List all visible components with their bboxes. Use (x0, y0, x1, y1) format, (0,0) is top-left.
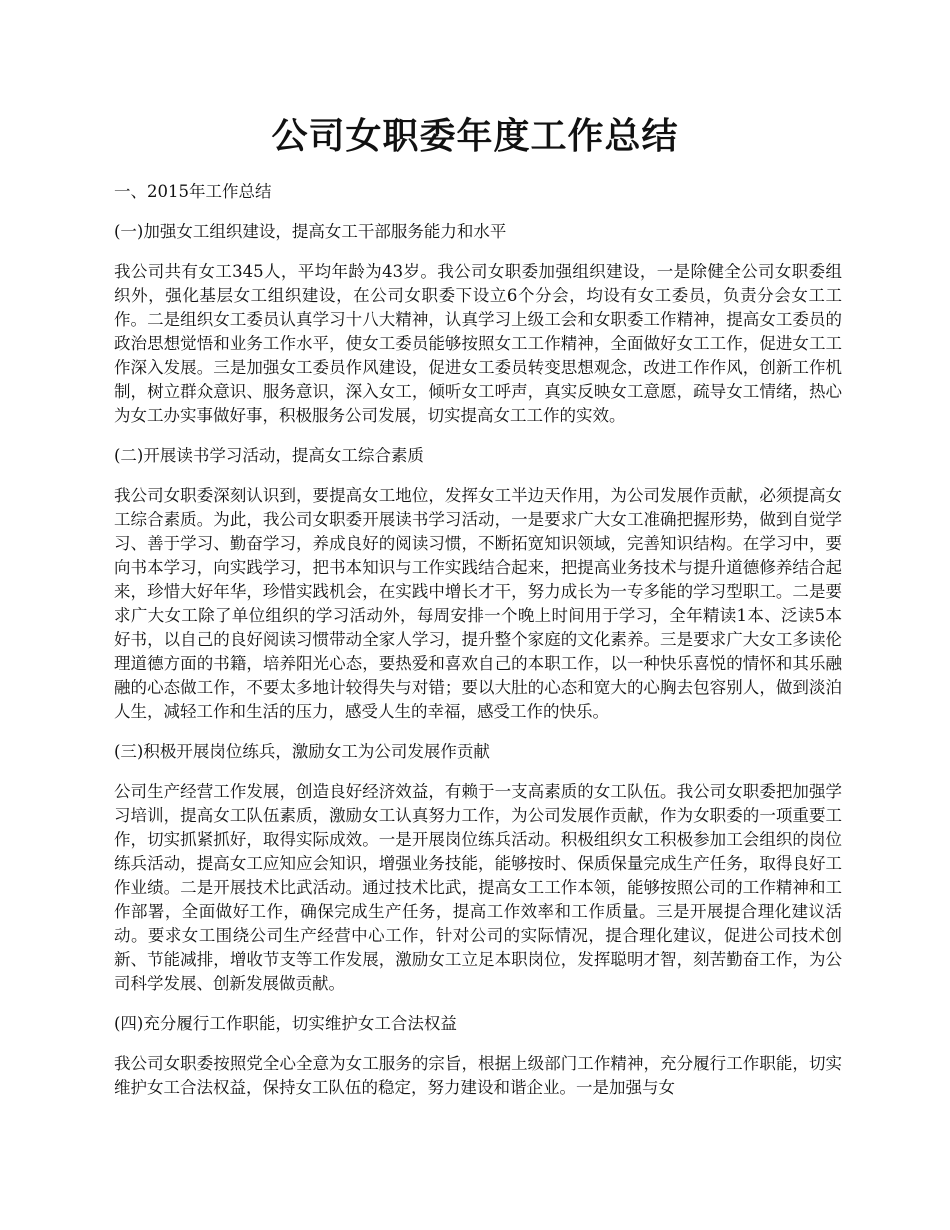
subsection-heading-training: (三)积极开展岗位练兵，激励女工为公司发展作贡献 (114, 742, 490, 761)
subsection-heading-rights: (四)充分履行工作职能，切实维护女工合法权益 (114, 1014, 457, 1033)
paragraph-training: 公司生产经营工作发展，创造良好经济效益，有赖于一支高素质的女工队伍。我公司女职委把加强学习培训，提高女工队伍素质，激励女工认真努力工作，为公司发展作贡献，作为女职委的一项重要工作，切实抓紧抓好，取得实际成效。一是开展岗位练兵活动。积极组织女工积极参加工会组织的岗位练兵活动，提高女工应知应会知识，增强业务技能，能够按时、保质保量完成生产任务，取得良好工作业绩。二是开展技术比武活动。通过技术比武，提高女工工作本领，能够按照公司的工作精神和工作部署，全面做好工作，确保完成生产任务，提高工作效率和工作质量。三是开展提合理化建议活动。要求女工围绕公司生产经营中心工作，针对公司的实际情况，提合理化建议，促进公司技术创新、节能减排，增收节支等工作发展，激励女工立足本职岗位，发挥聪明才智，刻苦勤奋工作，为公司科学发展、创新发展做贡献。 (114, 782, 842, 993)
subsection-heading-organization: (一)加强女工组织建设，提高女工干部服务能力和水平 (114, 222, 507, 241)
paragraph-organization: 我公司共有女工345人，平均年龄为43岁。我公司女职委加强组织建设，一是除健全公司女职委组织外，强化基层女工组织建设，在公司女职委下设立6个分会，均设有女工委员，负责分会女工工作。二是组织女工委员认真学习十八大精神，认真学习上级工会和女职委工作精神，提高女工委员的政治思想觉悟和业务工作水平，使女工委员能够按照女工工作精神，全面做好女工工作，促进女工工作深入发展。三是加强女工委员作风建设，促进女工委员转变思想观念，改进工作作风，创新工作机制，树立群众意识、服务意识，深入女工，倾听女工呼声，真实反映女工意愿，疏导女工情绪，热心为女工办实事做好事，积极服务公司发展，切实提高女工工作的实效。 (114, 262, 842, 425)
section-heading-2015-summary: 一、2015年工作总结 (114, 182, 272, 201)
subsection-heading-reading: (二)开展读书学习活动，提高女工综合素质 (114, 446, 424, 465)
paragraph-rights: 我公司女职委按照党全心全意为女工服务的宗旨，根据上级部门工作精神，充分履行工作职能，切实维护女工合法权益，保持女工队伍的稳定，努力建设和谐企业。一是加强与女 (114, 1054, 842, 1097)
document-body (114, 180, 842, 1116)
paragraph-reading: 我公司女职委深刻认识到，要提高女工地位，发挥女工半边天作用，为公司发展作贡献，必须提高女工综合素质。为此，我公司女职委开展读书学习活动，一是要求广大女工准确把握形势，做到自觉学习、善于学习、勤奋学习，养成良好的阅读习惯，不断拓宽知识领域，完善知识结构。在学习中，要向书本学习，向实践学习，把书本知识与工作实践结合起来，把提高业务技术与提升道德修养结合起来，珍惜大好年华，珍惜实践机会，在实践中增长才干，努力成长为一专多能的学习型职工。二是要求广大女工除了单位组织的学习活动外，每周安排一个晚上时间用于学习，全年精读1本、泛读5本好书，以自己的良好阅读习惯带动全家人学习，提升整个家庭的文化素养。三是要求广大女工多读伦理道德方面的书籍，培养阳光心态，要热爱和喜欢自己的本职工作，以一种快乐喜悦的情怀和其乐融融的心态做工作，不要太多地计较得失与对错；要以大肚的心态和宽大的心胸去包容别人，做到淡泊人生，减轻工作和生活的压力，感受人生的幸福，感受工作的快乐。 (114, 486, 842, 721)
document-title: 公司女职委年度工作总结 (271, 115, 679, 157)
